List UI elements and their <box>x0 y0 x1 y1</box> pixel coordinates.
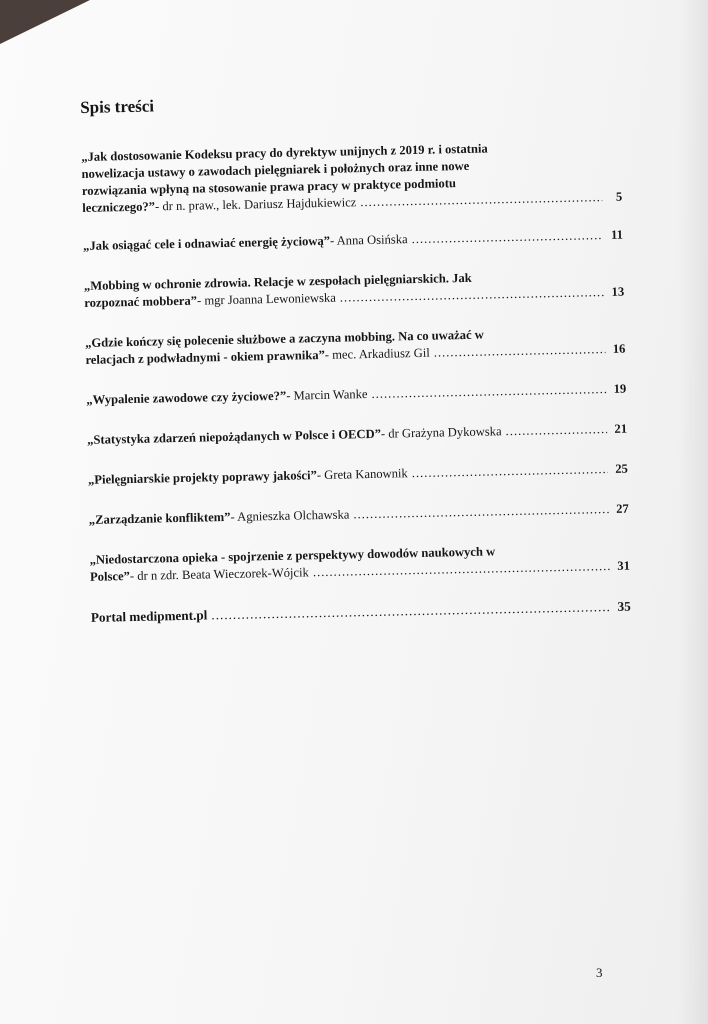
leader-dots <box>411 227 603 248</box>
entry-title-line: „Mobbing w ochronie zdrowia. Relacje w zespołach pielęgniarskich. Jak <box>83 270 472 293</box>
entry-author: - dr n. praw., lek. Dariusz Hajdukiewicz <box>154 195 357 214</box>
entry-title-line: nowelizacja ustawy o zawodach pielęgniarek i położnych oraz inne nowe <box>81 158 470 181</box>
entry-title: leczniczego?” <box>82 199 156 215</box>
entry-page-number: 11 <box>610 227 624 242</box>
entry-title: rozpoznać mobbera” <box>84 293 198 310</box>
entry-author: - dr Grażyna Dykowska <box>380 424 502 441</box>
entry-page-number: 16 <box>612 341 626 356</box>
toc-title: Spis treści <box>80 96 155 117</box>
entry-page-number: 27 <box>615 501 629 516</box>
toc-entries <box>81 138 631 649</box>
entry-title: „Wypalenie zawodowe czy życiowe?” <box>86 388 287 407</box>
entry-page-number: 21 <box>614 421 628 436</box>
entry-page-number: 19 <box>613 381 627 396</box>
entry-title: Polsce” <box>89 569 131 584</box>
entry-title: „Jak osiągać cele i odnawiać energię życiową” <box>82 233 331 253</box>
entry-page-number: 31 <box>617 558 631 573</box>
entry-author: - Anna Osińska <box>329 232 408 248</box>
entry-author: - mec. Arkadiusz Gil <box>324 345 430 362</box>
entry-title: relacjach z podwładnymi - okiem prawnika” <box>85 347 325 367</box>
entry-page-number: 5 <box>615 189 623 204</box>
entry-author: - dr n zdr. Beata Wieczorek-Wójcik <box>129 565 310 584</box>
leader-dots <box>371 381 606 403</box>
entry-title-line: „Jak dostosowanie Kodeksu pracy do dyrektyw unijnych z 2019 r. i ostatnia <box>81 141 488 164</box>
entry-title: „Pielęgniarskie projekty poprawy jakości” <box>87 468 318 487</box>
entry-author: - mgr Joanna Lewoniewska <box>196 290 336 308</box>
entry-page-number: 13 <box>611 284 625 299</box>
entry-title: Portal medipment.pl <box>90 607 208 625</box>
leader-dots <box>505 421 607 440</box>
entry-page-number: 35 <box>617 598 631 614</box>
page-number: 3 <box>596 965 603 980</box>
background-corner <box>0 0 90 44</box>
entry-page-number: 25 <box>615 461 629 476</box>
entry-title: „Zarządzanie konfliktem” <box>88 509 231 527</box>
table-of-contents <box>80 87 631 649</box>
entry-title-line: rozwiązania wpłyną na stosowanie prawa pracy w praktyce podmiotu <box>81 176 457 198</box>
leader-dots <box>412 461 608 482</box>
entry-title-line: „Niedostarczona opieka - spojrzenie z perspektywy dowodów naukowych w <box>89 544 496 567</box>
entry-title: „Statystyka zdarzeń niepożądanych w Polsce i OECD” <box>87 426 382 447</box>
entry-author: - Greta Kanownik <box>316 466 408 483</box>
page-edge-shadow <box>678 0 708 1024</box>
toc-entry <box>81 138 623 238</box>
leader-dots <box>434 341 606 362</box>
entry-author: - Agnieszka Olchawska <box>230 507 350 524</box>
leader-dots <box>360 189 602 211</box>
entry-title-line: „Gdzie kończy się polecenie służbowe a zaczyna mobbing. Na co uważać w <box>84 327 484 350</box>
entry-author: - Marcin Wanke <box>286 387 368 403</box>
